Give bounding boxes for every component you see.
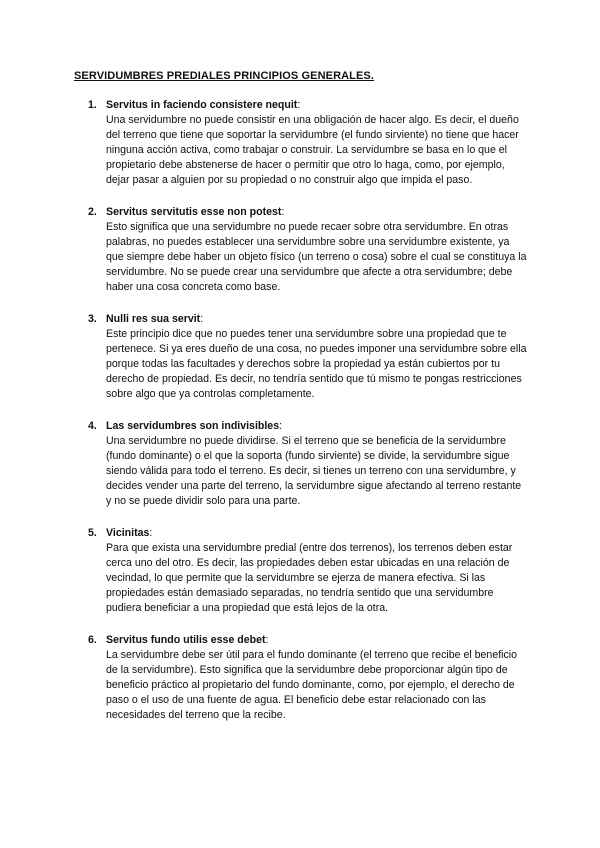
item-heading-line: Las servidumbres son indivisibles: [106,420,283,432]
item-number: 1. [88,99,97,111]
item-text: La servidumbre debe ser útil para el fundo dominante (el terreno que recibe el beneficio de la servidumbre). Esto significa que la servidumbre debe proporcionar algún tipo de beneficio práctico al propietario del fundo dominante, como, por ejemplo, el derecho de paso o el uso de una fuente de agua. El beneficio debe estar relacionado con las necesidades del terreno que la recibe. [106,649,518,721]
item-heading: Servitus servitutis esse non potest [106,206,282,218]
list-item [88,312,528,402]
list-item [88,633,528,723]
item-number: 6. [88,634,97,646]
item-number: 3. [88,313,97,325]
list-item [88,526,528,616]
item-text: Esto significa que una servidumbre no puede recaer sobre otra servidumbre. En otras palabras, no puedes establecer una servidumbre sobre una servidumbre existente, ya que siempre debe haber un objeto físico (un terreno o cosa) sobre el cual se constituya la servidumbre. No se puede crear una servidumbre que afecte a otra servidumbre; debe haber una cosa concreta como base. [106,221,527,293]
item-number: 2. [88,206,97,218]
document-title: SERVIDUMBRES PREDIALES PRINCIPIOS GENERALES. [74,70,375,82]
item-heading-line: Nulli res sua servit: [106,313,204,325]
item-heading: Nulli res sua servit [106,313,201,325]
item-heading: Las servidumbres son indivisibles [106,420,280,432]
item-heading-line: Vicinitas: [106,527,153,539]
item-heading: Servitus fundo utilis esse debet [106,634,266,646]
item-text: Para que exista una servidumbre predial (entre dos terrenos), los terrenos deben estar cerca uno del otro. Es decir, las propiedades deben estar ubicadas en una relación de vecindad, lo que permite que la servidumbre se ejerza de manera efectiva. Si las propiedades están demasiado separadas, no tendría sentido que una servidumbre pudiera beneficiar a una propiedad que está lejos de la otra. [106,542,513,614]
item-heading-line: Servitus servitutis esse non potest: [106,206,285,218]
item-text: Una servidumbre no puede dividirse. Si el terreno que se beneficia de la servidumbre (fundo dominante) o el que la soporta (fundo sirviente) se divide, la servidumbre sigue siendo válida para todo el terreno. Es decir, si tienes un terreno con una servidumbre, y decides vender una parte del terreno, la servidumbre sigue afectando al terreno restante y no se puede dividir solo para una parte. [106,435,522,507]
item-heading-line: Servitus fundo utilis esse debet: [106,634,269,646]
item-heading: Vicinitas [106,527,150,539]
item-text: Una servidumbre no puede consistir en una obligación de hacer algo. Es decir, el dueño del terreno que tiene que soportar la servidumbre (el fundo sirviente) no tiene que hacer ninguna acción activa, como trabajar o construir. La servidumbre se basa en lo que el propietario debe abstenerse de hacer o permitir que otro lo haga, como, por ejemplo, dejar pasar a alguien por su propiedad o no construir algo que impida el paso. [106,114,519,186]
list-item [88,205,528,295]
item-heading-line: Servitus in faciendo consistere nequit: [106,99,301,111]
item-number: 4. [88,420,97,432]
principles-list [88,98,528,740]
item-number: 5. [88,527,97,539]
item-text: Este principio dice que no puedes tener una servidumbre sobre una propiedad que te pertenece. Si ya eres dueño de una cosa, no puedes imponer una servidumbre sobre ella porque todas las facultades y derechos sobre la propiedad ya están cubiertos por tu derecho de propiedad. Es decir, no tendría sentido que tú mismo te pongas restricciones sobre algo que ya controlas completamente. [106,328,527,400]
list-item [88,98,528,188]
item-heading: Servitus in faciendo consistere nequit [106,99,298,111]
list-item [88,419,528,509]
